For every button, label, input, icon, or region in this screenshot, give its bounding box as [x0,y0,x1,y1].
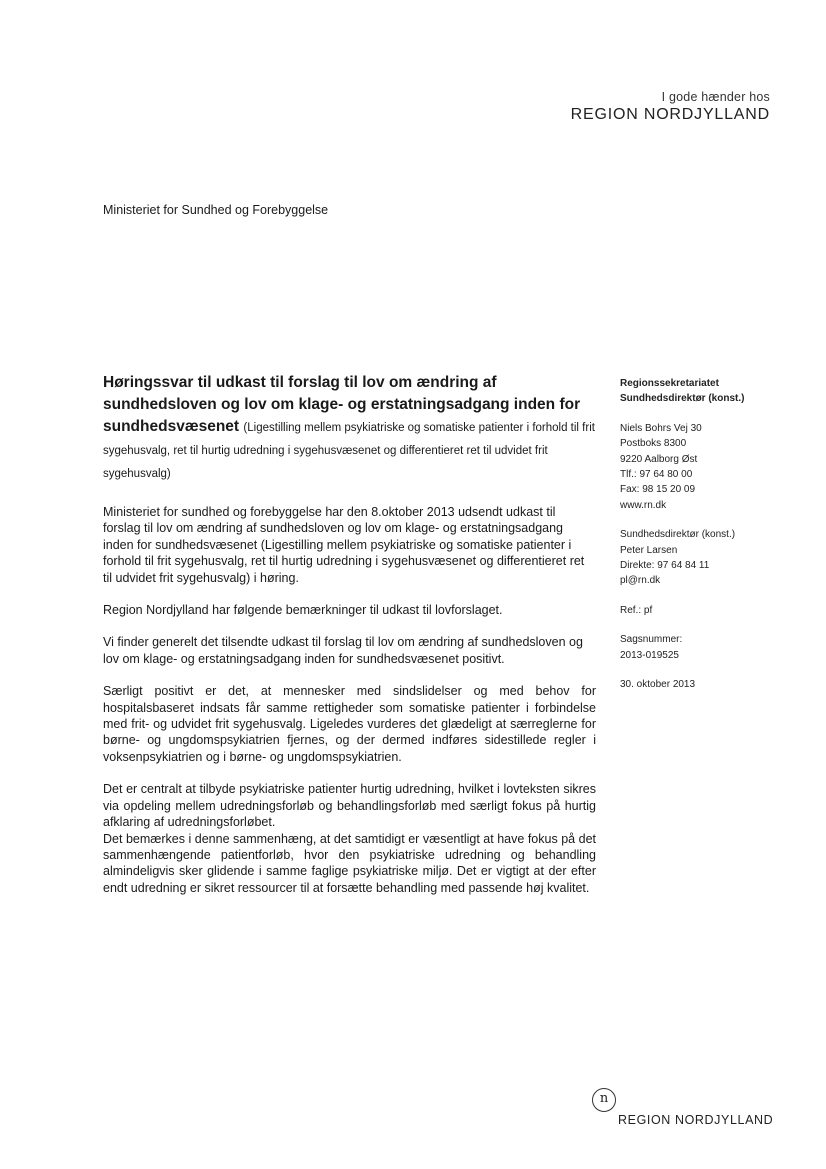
contact-direct-phone: Direkte: 97 64 84 11 [620,560,710,572]
department-line-2: Sundhedsdirektør (konst.) [620,393,745,405]
address-fax: Fax: 98 15 20 09 [620,484,696,496]
region-logo-footer [592,1088,782,1132]
logo-tagline: I gode hænder hos [661,90,770,104]
paragraph-1: Ministeriet for sundhed og forebyggelse har den 8.oktober 2013 udsendt udkast til forslag til lov om ændring af sundhedsloven og lov om klage- og erstatningsadgang inden for sundhedsvæsenet (Ligestilling mellem psykiatriske og somatiske patienter i forhold til frit sygehusvalg, ret til hurtig udredning i sygehusvæsenet og differentieret ret til udvidet frit sygehusvalg) i høring. [103,505,585,585]
contact-email: pl@rn.dk [620,575,661,587]
case-number-value: 2013-019525 [620,649,679,661]
reference-text: Ref.: pf [620,604,653,616]
case-number-label: Sagsnummer: [620,634,683,646]
sender-address [620,421,790,513]
letter-date [620,677,790,692]
department-line-1: Regionssekretariatet [620,378,719,389]
recipient-address: Ministeriet for Sundhed og Forebyggelse [103,203,329,217]
letter-heading-title: Høringssvar til udkast til forslag til lov om ændring af sundhedsloven og lov om klage- og erstatningsadgang inden for sundhedsvæsenet [103,374,581,435]
address-pobox: Postboks 8300 [620,438,687,450]
letter-heading [103,372,596,485]
paragraph-6: Det bemærkes i denne sammenhæng, at det samtidigt er væsentligt at have fokus på det sammenhængende patientforløb, hvor den psykiatriske udredning og behandling almindeligvis sker glidende i samme faglige psykiatriske miljø. Det er vigtigt at der efter endt udredning er sikret ressourcer til at forsætte behandling med passende høj kvalitet. [103,831,596,895]
paragraph-5: Det er centralt at tilbyde psykiatriske patienter hurtig udredning, hvilket i lovteksten sikres via opdeling mellem udredningsforløb og behandlingsforløb med særligt fokus på hurtig afklaring af udredningsforløbet. [103,782,596,830]
rn-monogram-icon: n [592,1088,616,1112]
letter-body [103,372,596,912]
address-website: www.rn.dk [620,499,667,511]
address-city: 9220 Aalborg Øst [620,453,698,465]
paragraph-4: Særligt positivt er det, at mennesker med sindslidelser og med behov for hospitalsbaseret indsats får samme rettigheder som somatiske patienter i forbindelse med frit- og udvidet frit sygehusvalg. Ligeledes vurderes det glædeligt at særreglerne for børne- og ungdomspsykiatrien fjernes, og der dermed indføres sidestillede regler i voksenpsykiatrien og i børne- og ungdomspsykiatrien. [103,684,596,764]
logo-org-name: REGION NORDJYLLAND [570,106,770,123]
letter-heading-subtitle: (Ligestilling mellem psykiatriske og somatiske patienter i forhold til frit sygehusvalg, ret til hurtig udredning i sygehusvæsenet og differentieret ret til udvidet frit sygehusvalg) [103,422,595,480]
region-logo-header [571,90,770,124]
contact-title: Sundhedsdirektør (konst.) [620,529,736,541]
sender-department [620,376,790,407]
case-number [620,632,790,663]
letter-date-text: 30. oktober 2013 [620,679,696,691]
footer-org-name: REGION NORDJYLLAND [618,1113,774,1127]
contact-person [620,527,790,589]
sender-info-sidebar [620,376,790,707]
paragraph-3: Vi finder generelt det tilsendte udkast til forslag til lov om ændring af sundhedsloven og lov om klage- og erstatningsadgang inden for sundhedsvæsenet positivt. [103,635,583,666]
paragraph-2: Region Nordjylland har følgende bemærkninger til udkast til lovforslaget. [103,603,503,618]
address-street: Niels Bohrs Vej 30 [620,422,702,434]
address-phone: Tlf.: 97 64 80 00 [620,469,693,481]
reference [620,603,790,618]
contact-name: Peter Larsen [620,544,678,556]
